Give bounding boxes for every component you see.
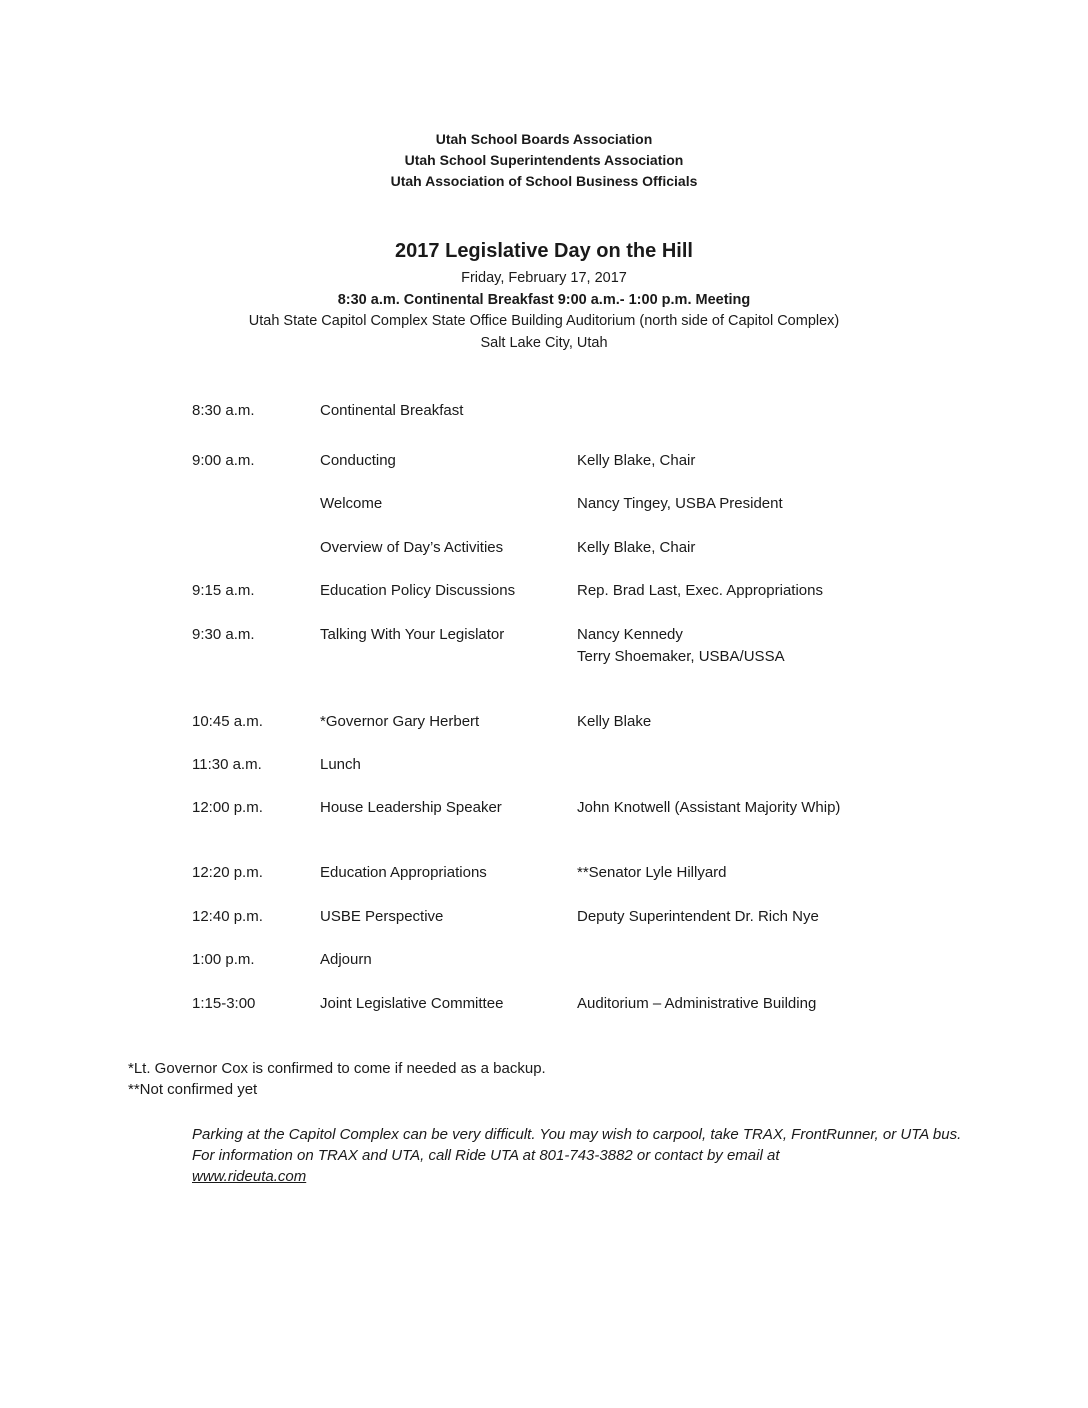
event-location: Utah State Capitol Complex State Office Building Auditorium (north side of Capitol Complex) — [248, 313, 840, 329]
agenda-event: USBE Perspective — [320, 908, 444, 925]
agenda-speaker: Kelly Blake — [577, 713, 652, 730]
agenda-time: 12:20 p.m. — [192, 864, 263, 881]
agenda-speaker: Nancy Tingey, USBA President — [577, 495, 783, 512]
agenda-event: Lunch — [320, 756, 361, 773]
agenda-time: 12:40 p.m. — [192, 908, 263, 925]
org-name-uasbo: Utah Association of School Business Officials — [390, 173, 698, 189]
agenda-speaker: John Knotwell (Assistant Majority Whip) — [577, 799, 841, 816]
agenda-speaker: Auditorium – Administrative Building — [577, 995, 817, 1012]
agenda-time: 9:15 a.m. — [192, 582, 255, 599]
agenda-speaker: Kelly Blake, Chair — [577, 539, 696, 556]
parking-text: Parking at the Capitol Complex can be very difficult. You may wish to carpool, take TRAX, FrontRunner, or UTA bus. For information on TRAX and UTA, call Ride UTA at 801-743-3882 or contact by email at — [192, 1126, 962, 1164]
agenda-time: 10:45 a.m. — [192, 713, 263, 730]
agenda-event: Education Policy Discussions — [320, 582, 516, 599]
event-date: Friday, February 17, 2017 — [461, 270, 627, 286]
org-name-usba: Utah School Boards Association — [435, 131, 653, 147]
rideuta-link[interactable]: www.rideuta.com — [192, 1168, 307, 1185]
agenda-event: Welcome — [320, 495, 383, 512]
event-times: 8:30 a.m. Continental Breakfast 9:00 a.m.- 1:00 p.m. Meeting — [337, 291, 751, 308]
event-city: Salt Lake City, Utah — [480, 334, 608, 351]
agenda-event: Overview of Day’s Activities — [320, 539, 504, 556]
agenda-time: 9:00 a.m. — [192, 452, 255, 469]
agenda-time: 9:30 a.m. — [192, 626, 255, 643]
org-list — [0, 129, 1088, 192]
agenda-time: 8:30 a.m. — [192, 402, 255, 419]
parking-info — [192, 1124, 982, 1187]
agenda-time: 1:00 p.m. — [192, 951, 255, 968]
agenda-event: House Leadership Speaker — [320, 799, 502, 816]
agenda-time: 12:00 p.m. — [192, 799, 263, 816]
agenda-event: Continental Breakfast — [320, 402, 464, 419]
agenda-speaker-line: Nancy Kennedy — [577, 626, 683, 643]
agenda-time: 11:30 a.m. — [192, 756, 262, 773]
agenda-event: Adjourn — [320, 951, 372, 968]
agenda-speaker: **Senator Lyle Hillyard — [577, 864, 727, 881]
footnote-governor: *Lt. Governor Cox is confirmed to come if needed as a backup. — [128, 1060, 546, 1077]
agenda-time: 1:15-3:00 — [192, 995, 256, 1012]
agenda-speaker: Deputy Superintendent Dr. Rich Nye — [577, 908, 819, 925]
agenda-speaker — [577, 624, 785, 668]
agenda-event: *Governor Gary Herbert — [320, 713, 480, 730]
footnote-not-confirmed: **Not confirmed yet — [128, 1081, 258, 1098]
agenda-event: Education Appropriations — [320, 864, 487, 881]
document-title: 2017 Legislative Day on the Hill — [395, 240, 693, 262]
agenda-event: Joint Legislative Committee — [320, 995, 504, 1012]
agenda-event: Conducting — [320, 452, 396, 469]
agenda-speaker: Rep. Brad Last, Exec. Appropriations — [577, 582, 823, 599]
org-name-ussa: Utah School Superintendents Association — [404, 152, 684, 168]
agenda-speaker: Kelly Blake, Chair — [577, 452, 696, 469]
event-info — [0, 268, 1088, 354]
agenda-speaker-line: Terry Shoemaker, USBA/USSA — [577, 648, 785, 665]
agenda-event: Talking With Your Legislator — [320, 626, 505, 643]
